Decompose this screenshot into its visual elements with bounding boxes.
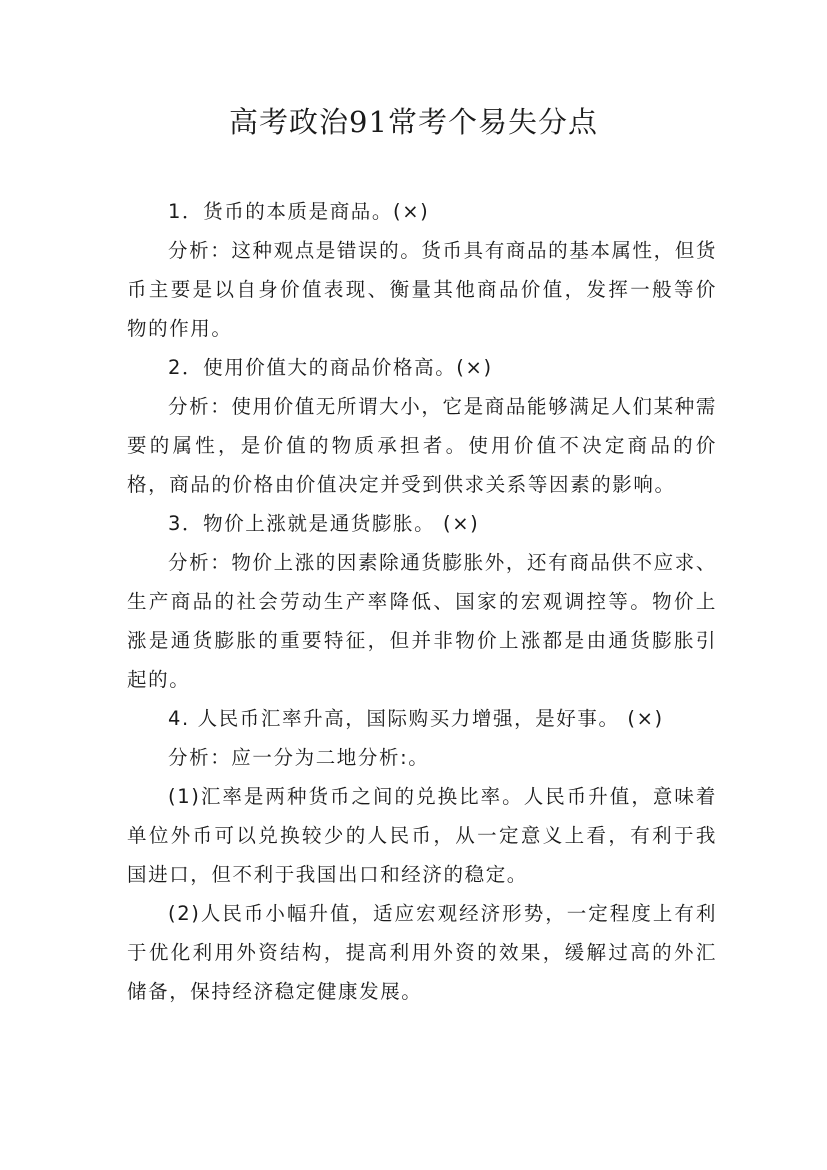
document-body (127, 192, 717, 1011)
question-2: 2．使用价值大的商品价格高。(×) (168, 356, 493, 379)
document-title: 高考政治91常考个易失分点 (229, 105, 598, 139)
analysis-4-point-2: (2)人民币小幅升值，适应宏观经济形势，一定程度上有利于优化利用外资结构，提高利用外资的效果，缓解过高的外汇储备，保持经济稳定健康发展。 (127, 902, 717, 1003)
analysis-4: 分析：应一分为二地分析:。 (168, 746, 430, 769)
question-1: 1．货币的本质是商品。(×) (168, 200, 430, 223)
question-3: 3．物价上涨就是通货膨胀。 (×) (168, 512, 480, 535)
question-4: 4. 人民币汇率升高，国际购买力增强，是好事。 (×) (168, 707, 664, 730)
analysis-1: 分析：这种观点是错误的。货币具有商品的基本属性，但货币主要是以自身价值表现、衡量其他商品价值，发挥一般等价物的作用。 (127, 239, 717, 340)
analysis-2: 分析：使用价值无所谓大小，它是商品能够满足人们某种需要的属性，是价值的物质承担者。使用价值不决定商品的价格，商品的价格由价值决定并受到供求关系等因素的影响。 (127, 395, 717, 496)
analysis-3: 分析：物价上涨的因素除通货膨胀外，还有商品供不应求、生产商品的社会劳动生产率降低、国家的宏观调控等。物价上涨是通货膨胀的重要特征，但并非物价上涨都是由通货膨胀引起的。 (127, 551, 717, 691)
analysis-4-point-1: (1)汇率是两种货币之间的兑换比率。人民币升值，意味着单位外币可以兑换较少的人民币，从一定意义上看，有利于我国进口，但不利于我国出口和经济的稳定。 (127, 785, 717, 886)
